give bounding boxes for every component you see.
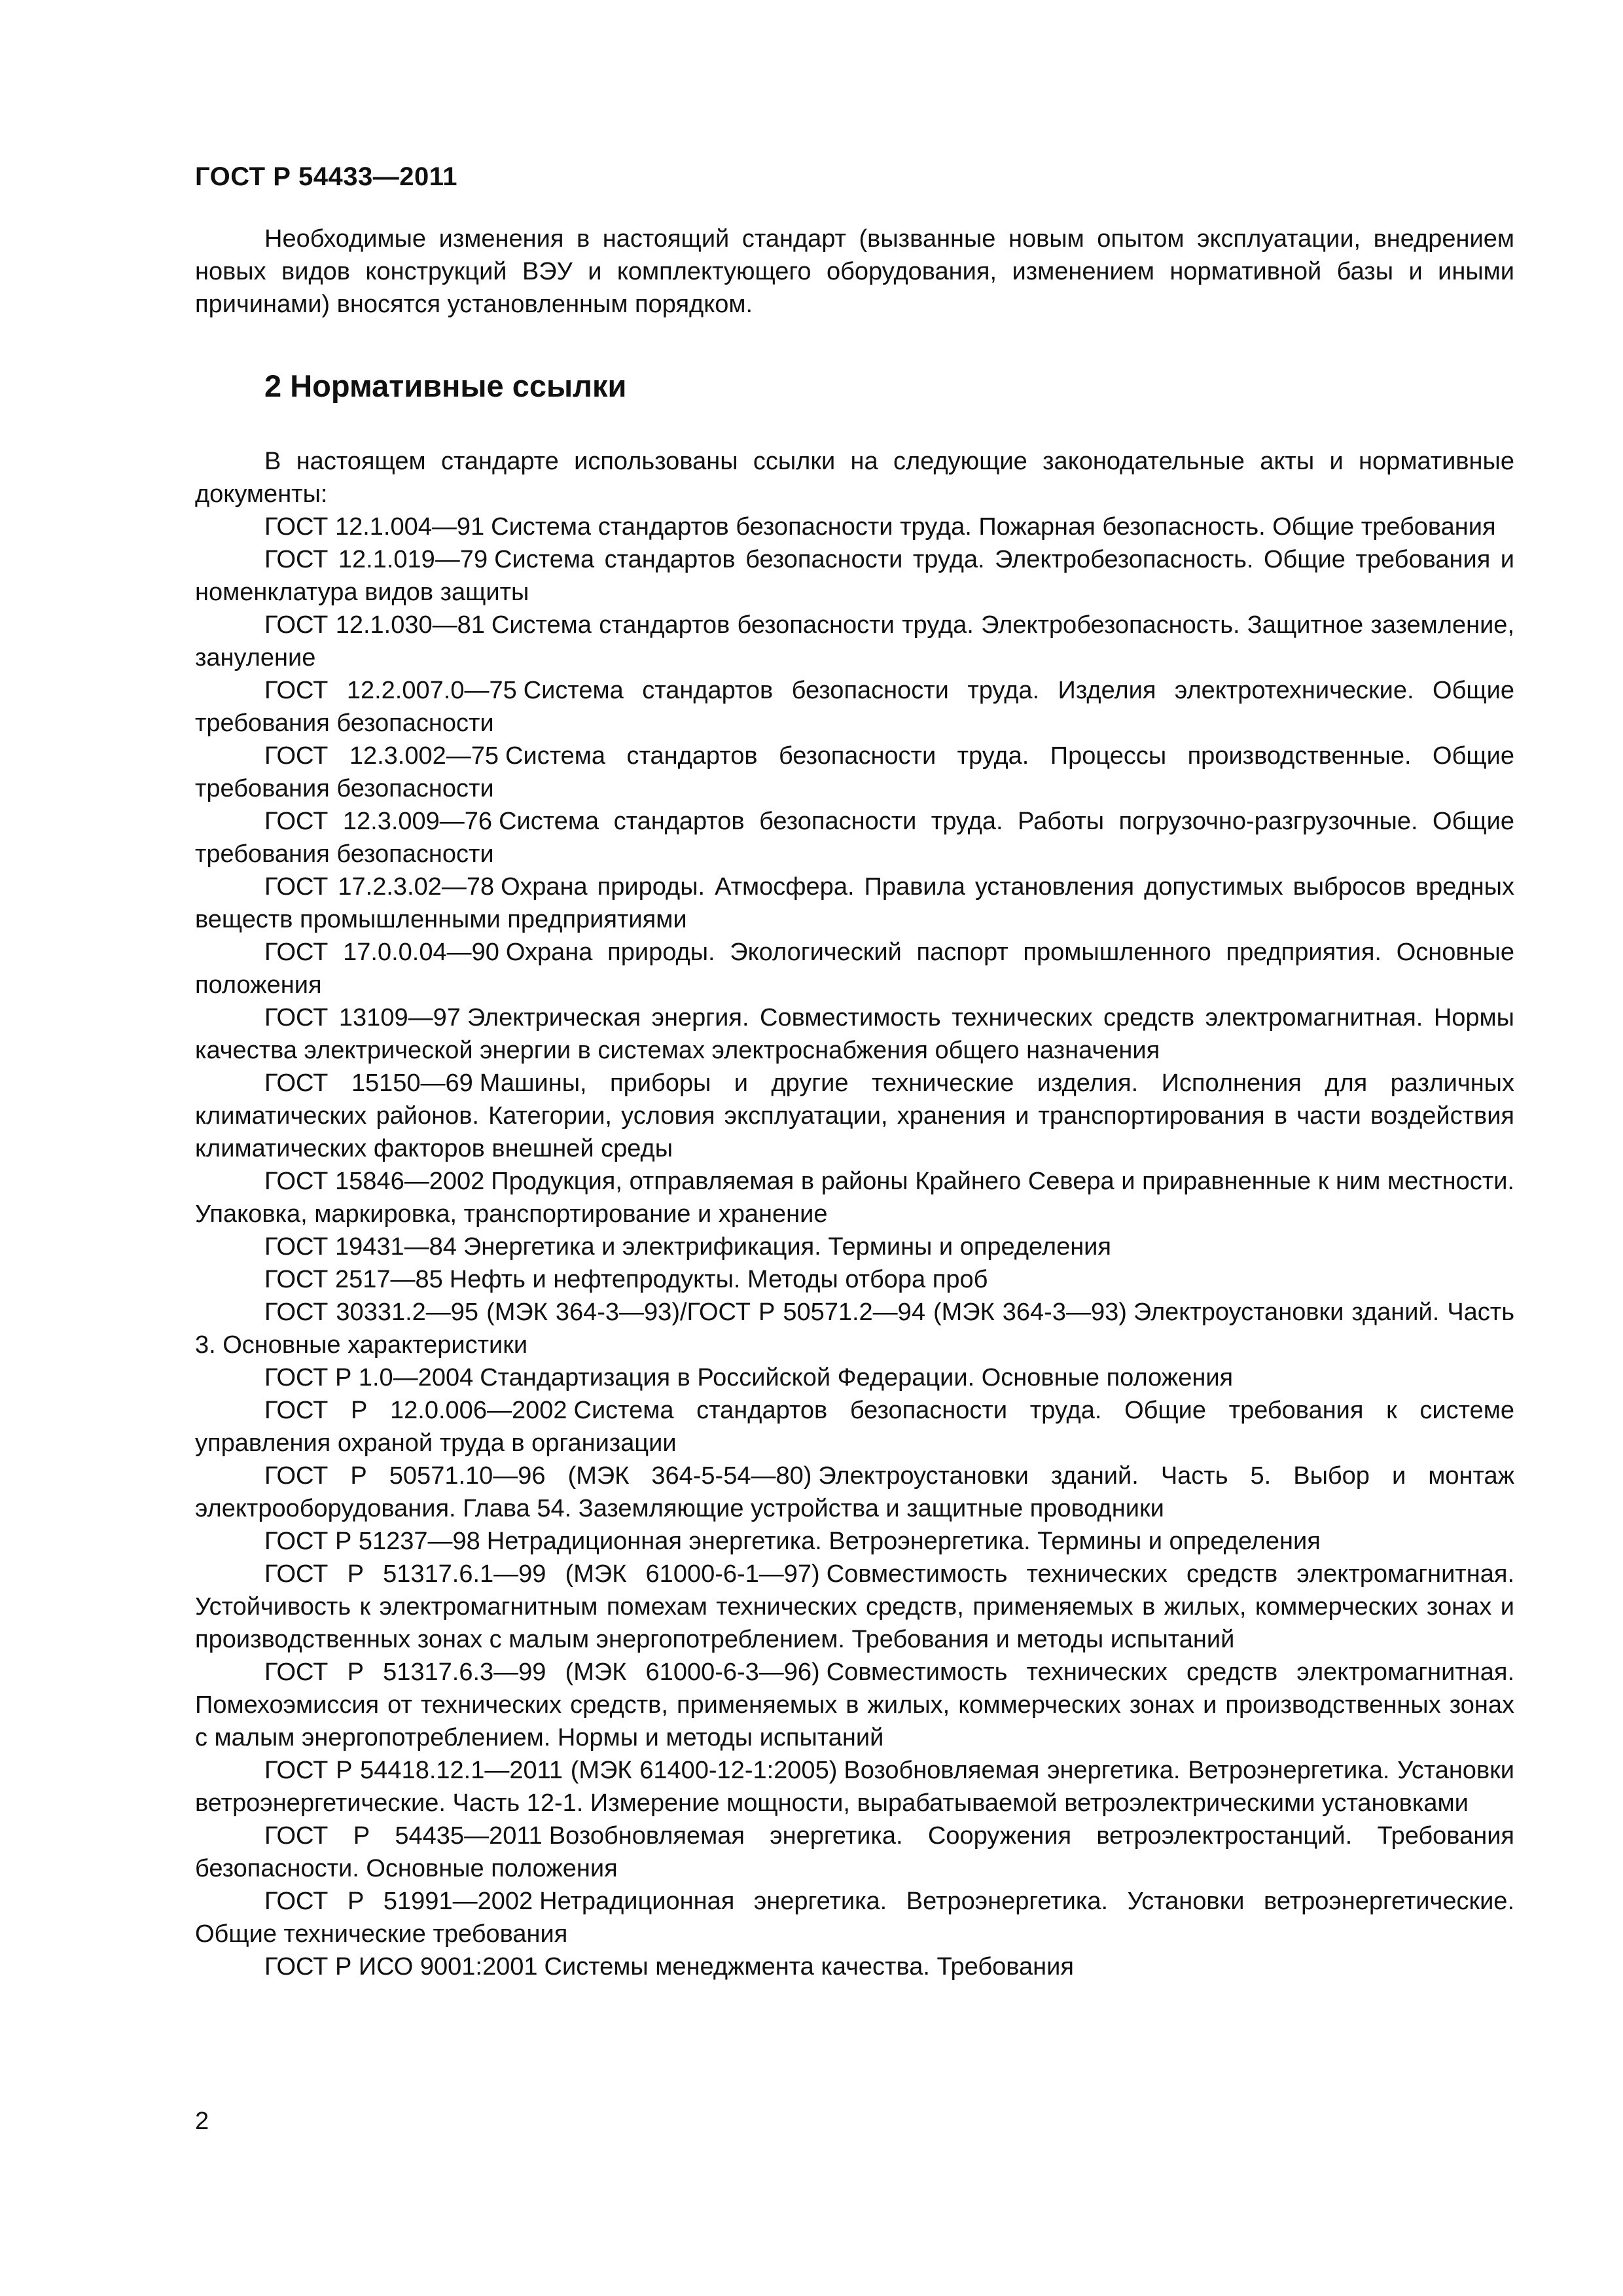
reference-item: [195, 1296, 1514, 1361]
reference-text: Электроустановки зданий. Часть 5. Выбор и монтаж электрооборудования. Глава 54. Заземляющие устройства и защитные проводники: [195, 1462, 1514, 1522]
reference-item: [195, 1885, 1514, 1950]
references-intro: В настоящем стандарте использованы ссылки на следующие законодательные акты и нормативные документы:: [195, 448, 1514, 508]
reference-item: [195, 870, 1514, 936]
section-title: 2 Нормативные ссылки: [264, 368, 627, 403]
reference-code: ГОСТ Р 54418.12.1—2011 (МЭК 61400-12-1:2005): [264, 1757, 838, 1784]
references-list: [195, 511, 1514, 1983]
reference-code: ГОСТ 2517—85: [264, 1266, 443, 1293]
reference-item: [195, 1754, 1514, 1820]
reference-code: ГОСТ Р 54435—2011: [264, 1822, 543, 1850]
reference-text: Нефть и нефтепродукты. Методы отбора проб: [449, 1266, 988, 1293]
reference-code: ГОСТ 12.1.004—91: [264, 513, 485, 541]
reference-item: [195, 1950, 1514, 1983]
reference-code: ГОСТ 12.1.019—79: [264, 546, 488, 573]
reference-code: ГОСТ Р 51317.6.3—99 (МЭК 61000-6-3—96): [264, 1659, 820, 1686]
reference-code: ГОСТ 12.1.030—81: [264, 611, 485, 639]
reference-text: Система стандартов безопасности труда. Общие требования к системе управления охраной труда в организации: [195, 1397, 1515, 1457]
reference-item: [195, 1361, 1514, 1394]
reference-item: [195, 511, 1514, 543]
reference-code: ГОСТ Р 12.0.006—2002: [264, 1397, 567, 1424]
reference-text: Система стандартов безопасности труда. Изделия электротехнические. Общие требования безопасности: [195, 677, 1515, 737]
reference-text: Возобновляемая энергетика. Сооружения ветроэлектростанций. Требования безопасности. Основные положения: [195, 1822, 1514, 1882]
reference-item: [195, 1460, 1514, 1525]
reference-text: Система стандартов безопасности труда. Пожарная безопасность. Общие требования: [491, 513, 1496, 541]
reference-code: ГОСТ Р 50571.10—96 (МЭК 364-5-54—80): [264, 1462, 812, 1490]
reference-item: [195, 936, 1514, 1001]
reference-code: ГОСТ 15150—69: [264, 1069, 473, 1097]
reference-text: Энергетика и электрификация. Термины и определения: [463, 1233, 1111, 1261]
reference-text: Совместимость технических средств электромагнитная. Устойчивость к электромагнитным помехам технических средств, применяемых в жилых, коммерческих зонах и производственных зонах с малым энергопотреблением. Требования и методы испытаний: [195, 1560, 1514, 1653]
reference-code: ГОСТ Р 51317.6.1—99 (МЭК 61000-6-1—97): [264, 1560, 820, 1588]
reference-item: [195, 1820, 1514, 1885]
reference-text: Охрана природы. Экологический паспорт промышленного предприятия. Основные положения: [195, 939, 1514, 999]
reference-code: ГОСТ 12.2.007.0—75: [264, 677, 517, 704]
reference-text: Системы менеджмента качества. Требования: [544, 1953, 1074, 1981]
reference-text: Система стандартов безопасности труда. Процессы производственные. Общие требования безопасности: [195, 742, 1515, 802]
reference-text: Продукция, отправляемая в районы Крайнего Севера и приравненные к ним местности. Упаковка, маркировка, транспортирование и хранение: [195, 1168, 1514, 1228]
reference-item: [195, 1001, 1514, 1067]
reference-item: [195, 1230, 1514, 1263]
reference-code: ГОСТ Р 51991—2002: [264, 1888, 533, 1915]
reference-item: [195, 1558, 1514, 1656]
intro-paragraph: Необходимые изменения в настоящий стандарт (вызванные новым опытом эксплуатации, внедрением новых видов конструкций ВЭУ и комплектующего оборудования, изменением нормативной базы и иными причинами) вносятся установленным порядком.: [195, 225, 1514, 318]
reference-item: [195, 609, 1514, 674]
reference-code: ГОСТ 30331.2—95 (МЭК 364-3—93)/ГОСТ Р 50571.2—94 (МЭК 364-3—93): [264, 1299, 1127, 1326]
reference-code: ГОСТ Р ИСО 9001:2001: [264, 1953, 538, 1981]
page-content: [195, 223, 1514, 1983]
reference-item: [195, 1067, 1514, 1165]
reference-code: ГОСТ Р 1.0—2004: [264, 1364, 474, 1391]
reference-text: Охрана природы. Атмосфера. Правила установления допустимых выбросов вредных веществ промышленными предприятиями: [195, 873, 1514, 933]
reference-code: ГОСТ 12.3.009—76: [264, 808, 493, 835]
reference-item: [195, 1656, 1514, 1754]
reference-code: ГОСТ 17.0.0.04—90: [264, 939, 499, 966]
standard-code-header: ГОСТ Р 54433—2011: [195, 162, 457, 191]
reference-item: [195, 805, 1514, 870]
reference-text: Система стандартов безопасности труда. Электробезопасность. Общие требования и номенклатура видов защиты: [195, 546, 1514, 606]
reference-text: Нетрадиционная энергетика. Ветроэнергетика. Термины и определения: [486, 1528, 1321, 1555]
reference-code: ГОСТ 17.2.3.02—78: [264, 873, 495, 901]
reference-text: Система стандартов безопасности труда. Электробезопасность. Защитное заземление, зануление: [195, 611, 1514, 672]
reference-text: Машины, приборы и другие технические изделия. Исполнения для различных климатических районов. Категории, условия эксплуатации, хранения и транспортирования в части воздействия климатических факторов внешней среды: [195, 1069, 1514, 1162]
reference-text: Система стандартов безопасности труда. Работы погрузочно-разгрузочные. Общие требования безопасности: [195, 808, 1514, 868]
reference-code: ГОСТ 12.3.002—75: [264, 742, 499, 770]
reference-code: ГОСТ 13109—97: [264, 1004, 461, 1031]
reference-text: Возобновляемая энергетика. Ветроэнергетика. Установки ветроэнергетические. Часть 12-1. Измерение мощности, вырабатываемой ветроэлектрическими установками: [195, 1757, 1514, 1817]
reference-text: Стандартизация в Российской Федерации. Основные положения: [480, 1364, 1234, 1391]
reference-text: Нетрадиционная энергетика. Ветроэнергетика. Установки ветроэнергетические. Общие технические требования: [195, 1888, 1515, 1948]
reference-text: Электроустановки зданий. Часть 3. Основные характеристики: [195, 1299, 1514, 1359]
reference-item: [195, 740, 1514, 805]
reference-item: [195, 1525, 1514, 1558]
page-number: 2: [195, 2108, 209, 2135]
reference-item: [195, 1263, 1514, 1296]
reference-item: [195, 1394, 1514, 1460]
reference-code: ГОСТ 19431—84: [264, 1233, 457, 1261]
reference-code: ГОСТ Р 51237—98: [264, 1528, 480, 1555]
reference-item: [195, 1165, 1514, 1230]
reference-text: Совместимость технических средств электромагнитная. Помехоэмиссия от технических средств, применяемых в жилых, коммерческих зонах и производственных зонах с малым энергопотреблением. Нормы и методы испытаний: [195, 1659, 1514, 1751]
reference-item: [195, 543, 1514, 609]
reference-code: ГОСТ 15846—2002: [264, 1168, 485, 1195]
reference-item: [195, 674, 1514, 740]
reference-text: Электрическая энергия. Совместимость технических средств электромагнитная. Нормы качества электрической энергии в системах электроснабжения общего назначения: [195, 1004, 1514, 1064]
